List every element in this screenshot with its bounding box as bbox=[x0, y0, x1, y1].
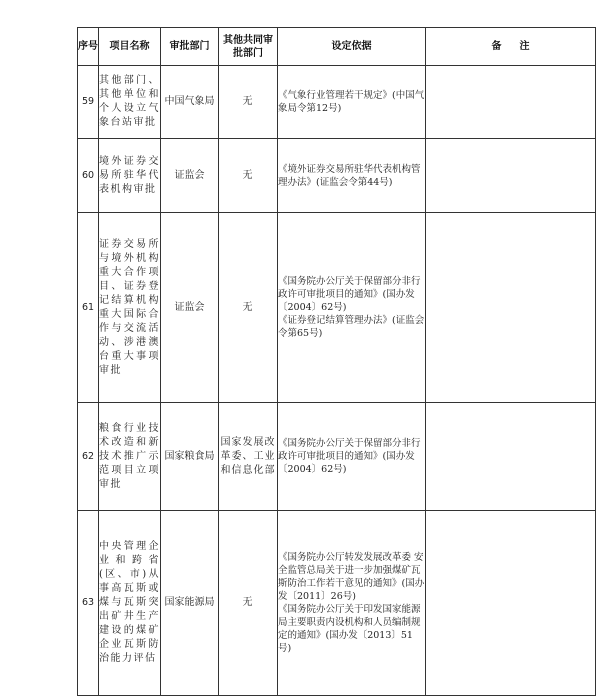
remark bbox=[426, 213, 596, 403]
joint-dept: 国家发展改革委、工业和信息化部 bbox=[219, 403, 278, 511]
joint-dept: 无 bbox=[219, 511, 278, 696]
table-row bbox=[78, 66, 596, 139]
basis-item: 《气象行业管理若干规定》(中国气象局令第12号) bbox=[278, 90, 425, 114]
item-name: 证券交易所与境外机构重大合作项目、证券登记结算机构重大国际合作与交流活动、涉港澳台重大事项审批 bbox=[99, 213, 161, 403]
header-joint-dept: 其他共同审批部门 bbox=[219, 28, 278, 66]
remark bbox=[426, 403, 596, 511]
header-approval-dept: 审批部门 bbox=[161, 28, 219, 66]
item-name: 中央管理企业和跨省(区、市)从事高瓦斯或煤与瓦斯突出矿井生产建设的煤矿企业瓦斯防治能力评估 bbox=[99, 511, 161, 696]
remark bbox=[426, 66, 596, 139]
item-name: 境外证券交易所驻华代表机构审批 bbox=[99, 139, 161, 213]
row-number: 60 bbox=[78, 139, 99, 213]
table-row bbox=[78, 213, 596, 403]
header-item-name: 项目名称 bbox=[99, 28, 161, 66]
joint-dept: 无 bbox=[219, 213, 278, 403]
table-row bbox=[78, 511, 596, 696]
table-row bbox=[78, 403, 596, 511]
joint-dept: 无 bbox=[219, 66, 278, 139]
approval-dept: 国家粮食局 bbox=[161, 403, 219, 511]
legal-basis bbox=[278, 66, 426, 139]
basis-item: 《国务院办公厅关于保留部分非行政许可审批项目的通知》(国办发〔2004〕62号) bbox=[278, 438, 421, 475]
approval-dept: 中国气象局 bbox=[161, 66, 219, 139]
header-legal-basis: 设定依据 bbox=[278, 28, 426, 66]
approval-dept: 证监会 bbox=[161, 213, 219, 403]
legal-basis bbox=[278, 139, 426, 213]
item-name: 其他部门、其他单位和个人设立气象台站审批 bbox=[99, 66, 161, 139]
basis-item: 《境外证券交易所驻华代表机构管理办法》(证监会令第44号) bbox=[278, 163, 421, 188]
row-number: 61 bbox=[78, 213, 99, 403]
row-number: 62 bbox=[78, 403, 99, 511]
legal-basis bbox=[278, 511, 426, 696]
row-number: 63 bbox=[78, 511, 99, 696]
basis-item: 《国务院办公厅关于印发国家能源局主要职责内设机构和人员编制规定的通知》(国办发〔2013〕51号) bbox=[278, 604, 421, 654]
joint-dept: 无 bbox=[219, 139, 278, 213]
table-row bbox=[78, 139, 596, 213]
approval-dept: 国家能源局 bbox=[161, 511, 219, 696]
legal-basis bbox=[278, 213, 426, 403]
row-number: 59 bbox=[78, 66, 99, 139]
approval-items-table bbox=[77, 27, 596, 696]
basis-item: 《国务院办公厅关于保留部分非行政许可审批项目的通知》(国办发〔2004〕62号) bbox=[278, 276, 421, 313]
header-no: 序号 bbox=[78, 28, 99, 66]
item-name: 粮食行业技术改造和新技术推广示范项目立项审批 bbox=[99, 403, 161, 511]
basis-item: 《证券登记结算管理办法》(证监会令第65号) bbox=[278, 315, 425, 339]
header-remark: 备注 bbox=[426, 28, 596, 66]
remark bbox=[426, 511, 596, 696]
remark bbox=[426, 139, 596, 213]
basis-item: 《国务院办公厅转发发展改革委 安全监管总局关于进一步加强煤矿瓦斯防治工作若干意见的通知》(国办发〔2011〕26号) bbox=[278, 552, 425, 602]
table-header-row bbox=[78, 28, 596, 66]
legal-basis bbox=[278, 403, 426, 511]
approval-dept: 证监会 bbox=[161, 139, 219, 213]
